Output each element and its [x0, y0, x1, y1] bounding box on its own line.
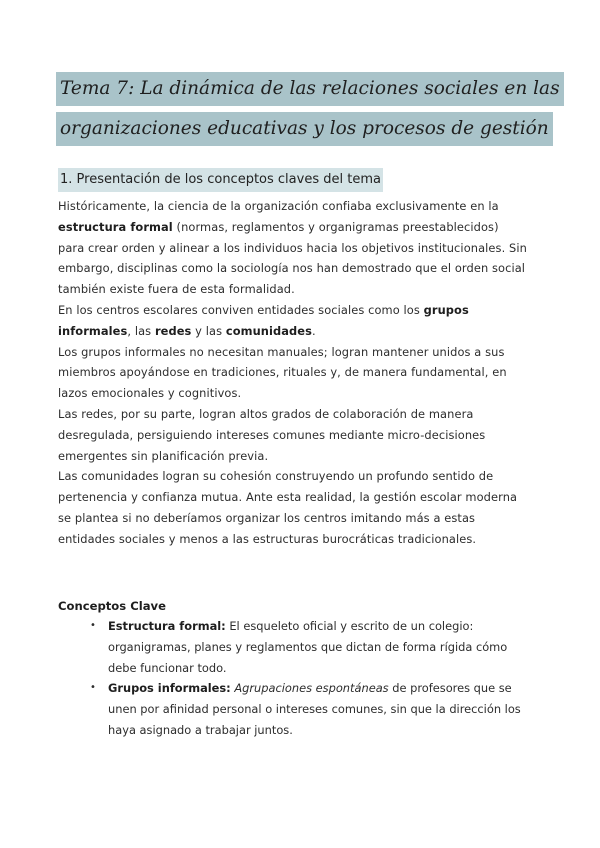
paragraph-2-text-c: , las: [127, 323, 155, 338]
paragraph-3: Los grupos informales no necesitan manuales; logran mantener unidos a sus miembros apoyándose en tradiciones, rituales y, de manera fundamental, en lazos emocionales y cognitivos.: [58, 344, 507, 401]
term-grupos-informales: grupos informales: [58, 302, 469, 338]
paragraph-4: Las redes, por su parte, logran altos grados de colaboración de manera desregulada, persiguiendo intereses comunes mediante micro-decisiones emergentes sin planificación previa.: [58, 406, 486, 463]
concept-definition: El esqueleto oficial y escrito de un colegio: organigramas, planes y reglamentos que dictan de forma rígida cómo debe funcionar todo.: [108, 619, 508, 675]
paragraph-2-text-e: y las: [191, 323, 226, 338]
paragraph-1-text-c: (normas, reglamentos y organigramas preestablecidos) para crear orden y alinear a los individuos hacia los objetivos institucionales. Sin embargo, disciplinas como la sociología nos han demostrado que el orden social también existe fuera de esta formalidad.: [58, 219, 527, 297]
paragraph-2-text-a: En los centros escolares conviven entidades sociales como los: [58, 302, 424, 317]
term-redes: redes: [154, 323, 192, 338]
body-text: [58, 196, 528, 550]
bullet-icon: •: [90, 682, 96, 694]
term-comunidades: comunidades: [225, 323, 313, 338]
concept-definition: de profesores que se unen por afinidad personal o intereses comunes, sin que la dirección los haya asignado a trabajar juntos.: [108, 681, 521, 737]
concept-term: Grupos informales:: [108, 681, 231, 696]
bullet-icon: •: [90, 620, 96, 631]
concept-definition-italic: Agrupaciones espontáneas: [230, 681, 389, 696]
paragraph-2: [58, 300, 528, 342]
paragraph-2-text-g: .: [312, 323, 316, 338]
title-line-1: Tema 7: La dinámica de las relaciones sociales en las: [56, 72, 564, 106]
term-estructura-formal: estructura formal: [58, 219, 173, 234]
paragraph-5: Las comunidades logran su cohesión construyendo un profundo sentido de pertenencia y confianza mutua. Ante esta realidad, la gestión escolar moderna se plantea si no deberíamos organizar los centros imitando más a estas entidades sociales y menos a las estructuras burocráticas tradicionales.: [58, 469, 518, 546]
concepts-list: [90, 616, 530, 741]
list-item: [90, 678, 530, 740]
title-line-2: organizaciones educativas y los procesos de gestión: [56, 112, 553, 146]
section-heading: 1. Presentación de los conceptos claves del tema: [58, 168, 383, 192]
document-title: [56, 72, 560, 152]
concept-term: Estructura formal:: [108, 619, 226, 633]
concepts-title: Conceptos Clave: [58, 599, 166, 613]
paragraph-1-text-a: Históricamente, la ciencia de la organización confiaba exclusivamente en la: [58, 199, 499, 213]
paragraph-1: [58, 196, 528, 300]
list-item: [90, 616, 530, 678]
